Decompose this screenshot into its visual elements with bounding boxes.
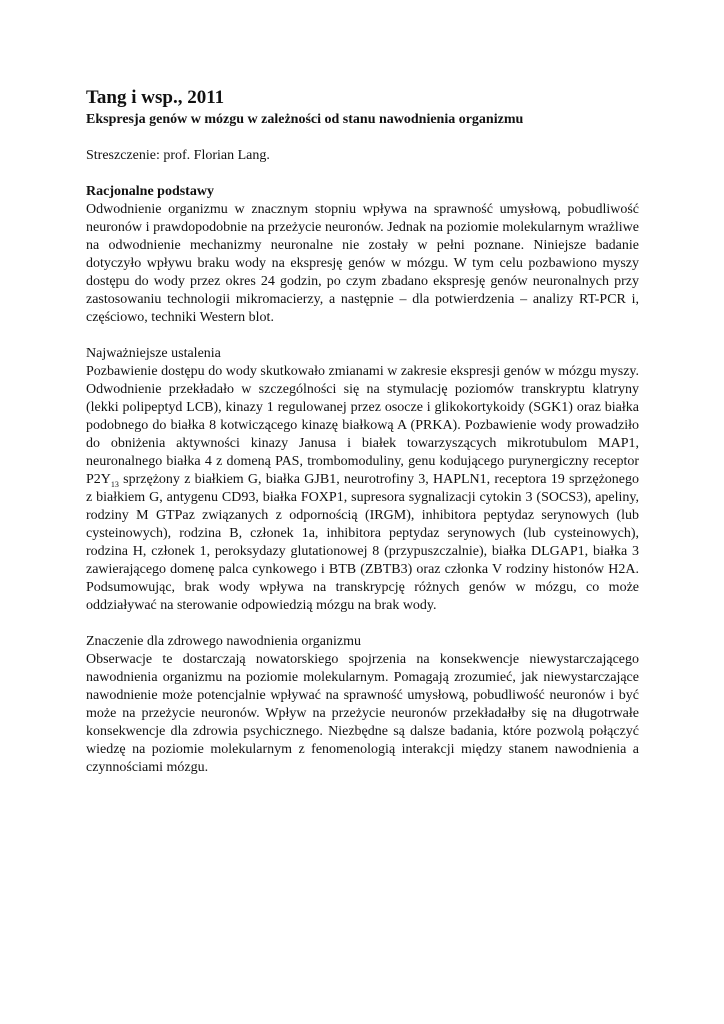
section-heading-significance: Znaczenie dla zdrowego nawodnienia organizmu — [86, 634, 361, 649]
findings-text-part-1: Pozbawienie dostępu do wody skutkowało zmianami w zakresie ekspresji genów w mózgu myszy. Odwodnienie przekładało w szczególności się na stymulację poziomów transkryptu klatryny (lekki polipeptyd LCB), kinazy 1 regulowanej przez osocze i glikokortykoidy (SGK1) oraz białka podobnego do białka 8 kotwiczącego kinazę białkową A (PRKA). Pozbawienie wody prowadziło do obniżenia aktywności kinazy Janusa i białek towarzyszących mikrotubulom MAP1, neuronalnego białka 4 z domeną PAS, trombomoduliny, genu kodującego purynergiczny receptor P2Y — [86, 364, 639, 487]
section-heading-findings: Najważniejsze ustalenia — [86, 346, 221, 361]
section-text-rationale: Odwodnienie organizmu w znacznym stopniu wpływa na sprawność umysłową, pobudliwość neuronów i prawdopodobnie na przeżycie neuronów. Jednak na poziomie molekularnym wrażliwe na odwodnienie mechanizmy neuronalne nie zostały w pełni poznane. Niniejsze badanie dotyczyło wpływu braku wody na ekspresję genów w mózgu. W tym celu pozbawiono myszy dostępu do wody przez okres 24 godzin, po czym zbadano ekspresję genów neuronalnych przy zastosowaniu technologii mikromacierzy, a następnie – dla potwierdzenia – analizy RT-PCR i, częściowo, techniki Western blot. — [86, 202, 639, 325]
document-subtitle: Ekspresja genów w mózgu w zależności od stanu nawodnienia organizmu — [86, 112, 524, 127]
section-rationale — [86, 183, 639, 327]
section-text-findings — [86, 363, 639, 615]
section-findings — [86, 345, 639, 615]
document-title: Tang i wsp., 2011 — [86, 87, 225, 108]
document-content — [86, 86, 639, 777]
section-heading-rationale: Racjonalne podstawy — [86, 184, 214, 199]
section-text-significance: Obserwacje te dostarczają nowatorskiego spojrzenia na konsekwencje niewystarczającego nawodnienia organizmu na poziomie molekularnym. Pomagają zrozumieć, jak niewystarczające nawodnienie może potencjalnie wpływać na sprawność umysłową, pobudliwość neuronów i być może na przeżycie neuronów. Wpływ na przeżycie neuronów przekładałby się na długotrwałe konsekwencje dla zdrowia psychicznego. Niezbędne są dalsze badania, które pozwolą połączyć wiedzę na poziomie molekularnym z fenomenologią interakcji między stanem nawodnienia a czynnościami mózgu. — [86, 652, 639, 775]
findings-subscript: 13 — [110, 479, 119, 489]
findings-text-part-2: sprzężony z białkiem G, białka GJB1, neurotrofiny 3, HAPLN1, receptora 19 sprzężonego z białkiem G, antygenu CD93, białka FOXP1, supresora sygnalizacji cytokin 3 (SOCS3), apeliny, rodziny M GTPaz związanych z odpornością (IRGM), inhibitora peptydaz serynowych (lub cysteinowych), rodzina B, członek 1a, inhibitora peptydaz serynowych (lub cysteinowych), rodzina H, członek 1, peroksydazy glutationowej 8 (przypuszczalnie), białka DLGAP1, białka 3 zawierającego domenę palca cynkowego i BTB (ZBTB3) oraz członka V rodziny histonów H2A. Podsumowując, brak wody wpływa na transkrypcję różnych genów w mózgu, co może oddziaływać na sterowanie odpowiedzią mózgu na brak wody. — [86, 472, 639, 613]
abstract-author: Streszczenie: prof. Florian Lang. — [86, 148, 270, 163]
section-significance — [86, 633, 639, 777]
